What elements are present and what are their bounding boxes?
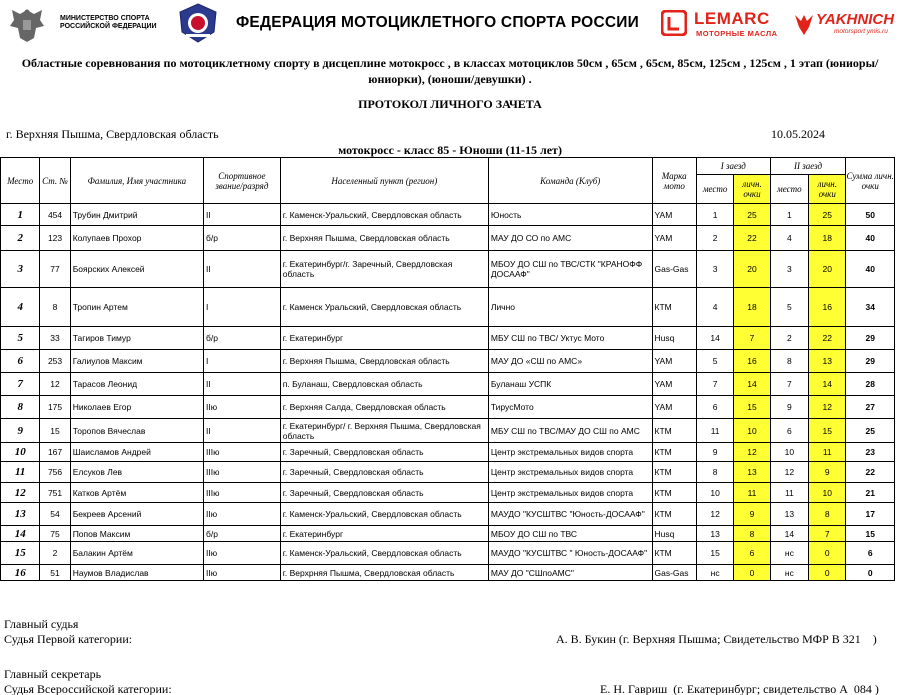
- class-title: мотокросс - класс 85 - Юноши (11-15 лет): [338, 143, 562, 157]
- cell-race1-points: 14: [734, 373, 770, 396]
- cell-race1-points: 10: [734, 419, 770, 443]
- cell-race2-position: 13: [770, 503, 808, 526]
- cell-race2-points: 0: [809, 565, 846, 581]
- cell-name: Боярских Алексей: [70, 251, 203, 288]
- cell-start-number: 454: [40, 204, 70, 226]
- cell-race1-position: 12: [696, 503, 733, 526]
- cell-race1-points: 25: [734, 204, 770, 226]
- cell-race1-position: 8: [696, 462, 733, 483]
- cell-start-number: 123: [40, 226, 70, 251]
- cell-bike: КТМ: [652, 288, 696, 327]
- cell-rank: II: [204, 419, 281, 443]
- cell-name: Бекреев Арсений: [70, 503, 203, 526]
- federation-title: ФЕДЕРАЦИЯ МОТОЦИКЛЕТНОГО СПОРТА РОССИИ: [236, 14, 639, 31]
- cell-race2-points: 13: [809, 350, 846, 373]
- cell-name: Наумов Владислав: [70, 565, 203, 581]
- cell-rank: б/р: [204, 226, 281, 251]
- table-row: [1, 443, 895, 462]
- cell-bike: КТМ: [652, 462, 696, 483]
- cell-place: 6: [1, 350, 40, 373]
- cell-locality: г. Екатеринбург: [280, 526, 488, 542]
- cell-total: 15: [846, 526, 895, 542]
- cell-name: Галиулов Максим: [70, 350, 203, 373]
- col-team-header: Команда (Клуб): [488, 158, 652, 204]
- cell-total: 17: [846, 503, 895, 526]
- cell-bike: YAM: [652, 396, 696, 419]
- cell-race1-position: 9: [696, 443, 733, 462]
- cell-team: Центр экстремальных видов спорта: [488, 443, 652, 462]
- cell-bike: КТМ: [652, 483, 696, 503]
- cell-race2-points: 14: [809, 373, 846, 396]
- cell-race2-points: 15: [809, 419, 846, 443]
- secretary-name: Е. Н. Гавриш (г. Екатеринбург; свидетельство А 084 ): [600, 682, 879, 695]
- cell-race2-position: 10: [770, 443, 808, 462]
- cell-place: 4: [1, 288, 40, 327]
- cell-team: МАУДО "КУСШТВС " Юность-ДОСААФ": [488, 542, 652, 565]
- cell-start-number: 75: [40, 526, 70, 542]
- cell-total: 27: [846, 396, 895, 419]
- cell-start-number: 33: [40, 327, 70, 350]
- cell-race2-position: 14: [770, 526, 808, 542]
- cell-place: 11: [1, 462, 40, 483]
- cell-name: Торопов Вячеслав: [70, 419, 203, 443]
- cell-race1-points: 9: [734, 503, 770, 526]
- yakhnich-logo-icon: [793, 11, 815, 37]
- cell-rank: IIю: [204, 542, 281, 565]
- cell-team: Центр экстремальных видов спорта: [488, 483, 652, 503]
- cell-locality: п. Буланаш, Свердловская область: [280, 373, 488, 396]
- cell-start-number: 77: [40, 251, 70, 288]
- race1-pos-header: место: [696, 175, 733, 204]
- table-row: [1, 503, 895, 526]
- cell-race2-position: 7: [770, 373, 808, 396]
- cell-rank: IIю: [204, 396, 281, 419]
- cell-race2-points: 0: [809, 542, 846, 565]
- cell-total: 28: [846, 373, 895, 396]
- cell-race2-points: 8: [809, 503, 846, 526]
- event-date: 10.05.2024: [771, 127, 825, 141]
- cell-rank: IIIю: [204, 443, 281, 462]
- cell-race1-position: 7: [696, 373, 733, 396]
- cell-name: Катков Артём: [70, 483, 203, 503]
- cell-race1-position: 10: [696, 483, 733, 503]
- cell-total: 25: [846, 419, 895, 443]
- cell-race1-position: 11: [696, 419, 733, 443]
- cell-locality: г. Верхняя Салда, Свердловская область: [280, 396, 488, 419]
- cell-team: МБОУ ДО СШ по ТВС/СТК "КРАНОФФ ДОСААФ": [488, 251, 652, 288]
- cell-race1-position: 4: [696, 288, 733, 327]
- lemarc-logo-icon: [661, 10, 687, 36]
- table-row: [1, 288, 895, 327]
- cell-start-number: 51: [40, 565, 70, 581]
- cell-name: Попов Максим: [70, 526, 203, 542]
- cell-team: МБУ СШ по ТВС/ Уктус Мото: [488, 327, 652, 350]
- cell-start-number: 756: [40, 462, 70, 483]
- cell-start-number: 751: [40, 483, 70, 503]
- cell-total: 29: [846, 327, 895, 350]
- cell-start-number: 8: [40, 288, 70, 327]
- cell-bike: YAM: [652, 226, 696, 251]
- cell-team: МБОУ ДО СШ по ТВС: [488, 526, 652, 542]
- yakhnich-tagline: motorsport ymis.ru: [834, 28, 888, 35]
- col-place-header: Место: [1, 158, 40, 204]
- cell-total: 40: [846, 226, 895, 251]
- cell-bike: КТМ: [652, 419, 696, 443]
- cell-race1-position: 6: [696, 396, 733, 419]
- venue-city: г. Верхняя Пышма, Свердловская область: [6, 127, 219, 141]
- table-row: [1, 373, 895, 396]
- cell-race1-position: 5: [696, 350, 733, 373]
- cell-rank: II: [204, 373, 281, 396]
- col-start-header: Ст. №: [40, 158, 70, 204]
- lemarc-brand: LEMARC: [694, 9, 770, 28]
- cell-race1-points: 18: [734, 288, 770, 327]
- cell-place: 2: [1, 226, 40, 251]
- cell-total: 22: [846, 462, 895, 483]
- cell-name: Тарасов Леонид: [70, 373, 203, 396]
- race1-pts-header: личн. очки: [734, 175, 770, 204]
- cell-race2-position: 12: [770, 462, 808, 483]
- cell-race1-position: 1: [696, 204, 733, 226]
- cell-race1-position: 15: [696, 542, 733, 565]
- table-row: [1, 462, 895, 483]
- lemarc-tagline: МОТОРНЫЕ МАСЛА: [696, 29, 778, 38]
- table-row: [1, 542, 895, 565]
- cell-rank: IIIю: [204, 462, 281, 483]
- cell-race1-points: 13: [734, 462, 770, 483]
- cell-race2-position: нс: [770, 565, 808, 581]
- cell-place: 13: [1, 503, 40, 526]
- cell-bike: Gas-Gas: [652, 251, 696, 288]
- col-total-header: Сумма личн. очки: [846, 158, 895, 204]
- cell-locality: г. Верхняя Пышма, Свердловская область: [280, 226, 488, 251]
- cell-race2-points: 16: [809, 288, 846, 327]
- cell-locality: г. Заречный, Свердловская область: [280, 462, 488, 483]
- cell-name: Шаисламов Андрей: [70, 443, 203, 462]
- cell-race2-position: 9: [770, 396, 808, 419]
- cell-start-number: 15: [40, 419, 70, 443]
- cell-team: МАУДО "КУСШТВС "Юность-ДОСААФ": [488, 503, 652, 526]
- cell-rank: I: [204, 288, 281, 327]
- cell-locality: г. Каменск Уральский, Свердловская область: [280, 288, 488, 327]
- race1-header: I заезд: [696, 158, 770, 175]
- cell-place: 12: [1, 483, 40, 503]
- cell-race2-position: 2: [770, 327, 808, 350]
- cell-total: 6: [846, 542, 895, 565]
- cell-bike: Husq: [652, 327, 696, 350]
- cell-start-number: 167: [40, 443, 70, 462]
- cell-race2-points: 12: [809, 396, 846, 419]
- cell-place: 8: [1, 396, 40, 419]
- cell-race1-position: 14: [696, 327, 733, 350]
- cell-race1-points: 0: [734, 565, 770, 581]
- cell-race1-points: 7: [734, 327, 770, 350]
- table-row: [1, 483, 895, 503]
- chief-judge-category: Судья Первой категории:: [4, 632, 133, 646]
- cell-place: 10: [1, 443, 40, 462]
- col-name-header: Фамилия, Имя участника: [70, 158, 203, 204]
- cell-team: МАУ ДО "СШпоАМС": [488, 565, 652, 581]
- cell-race2-points: 20: [809, 251, 846, 288]
- cell-locality: г. Верхняя Пышма, Свердловская область: [280, 350, 488, 373]
- cell-team: Лично: [488, 288, 652, 327]
- cell-race1-points: 22: [734, 226, 770, 251]
- col-bike-header: Марка мото: [652, 158, 696, 204]
- cell-total: 29: [846, 350, 895, 373]
- col-locality-header: Населенный пункт (регион): [280, 158, 488, 204]
- cell-total: 0: [846, 565, 895, 581]
- cell-team: МАУ ДО «СШ по АМС»: [488, 350, 652, 373]
- cell-total: 50: [846, 204, 895, 226]
- federation-logo-icon: [176, 2, 220, 44]
- cell-race1-points: 12: [734, 443, 770, 462]
- cell-rank: б/р: [204, 526, 281, 542]
- page-header: [0, 0, 900, 46]
- ministry-label: МИНИСТЕРСТВО СПОРТА РОССИЙСКОЙ ФЕДЕРАЦИИ: [60, 15, 157, 30]
- yakhnich-brand: YAKHNICH: [816, 11, 895, 28]
- coat-of-arms-icon: [6, 6, 48, 44]
- cell-team: Буланаш УСПК: [488, 373, 652, 396]
- cell-bike: КТМ: [652, 443, 696, 462]
- cell-name: Николаев Егор: [70, 396, 203, 419]
- table-row: [1, 565, 895, 581]
- cell-name: Колупаев Прохор: [70, 226, 203, 251]
- cell-place: 15: [1, 542, 40, 565]
- cell-race2-position: 8: [770, 350, 808, 373]
- cell-race2-points: 18: [809, 226, 846, 251]
- cell-total: 34: [846, 288, 895, 327]
- cell-team: Центр экстремальных видов спорта: [488, 462, 652, 483]
- cell-name: Балакин Артём: [70, 542, 203, 565]
- cell-place: 5: [1, 327, 40, 350]
- cell-start-number: 253: [40, 350, 70, 373]
- cell-race1-points: 15: [734, 396, 770, 419]
- cell-race2-position: нс: [770, 542, 808, 565]
- cell-race2-position: 1: [770, 204, 808, 226]
- cell-team: МБУ СШ по ТВС/МАУ ДО СШ по АМС: [488, 419, 652, 443]
- cell-race1-position: нс: [696, 565, 733, 581]
- cell-team: Юность: [488, 204, 652, 226]
- cell-name: Тропин Артем: [70, 288, 203, 327]
- cell-total: 23: [846, 443, 895, 462]
- cell-locality: г. Каменск-Уральский, Свердловская область: [280, 204, 488, 226]
- competition-title: Областные соревнования по мотоциклетному спорту в дисцеплине мотокросс , в классах мотоциклов 50см , 65см , 65см, 85см, 125см , 125см , 1 этап (юниоры/юниорки), (юноши/девушки) .: [21, 56, 879, 86]
- table-row: [1, 526, 895, 542]
- table-row: [1, 396, 895, 419]
- race2-header: II заезд: [770, 158, 846, 175]
- cell-start-number: 54: [40, 503, 70, 526]
- cell-race1-points: 11: [734, 483, 770, 503]
- cell-race1-points: 20: [734, 251, 770, 288]
- cell-rank: II: [204, 204, 281, 226]
- cell-rank: б/р: [204, 327, 281, 350]
- cell-rank: IIю: [204, 565, 281, 581]
- cell-bike: Husq: [652, 526, 696, 542]
- cell-race2-points: 25: [809, 204, 846, 226]
- cell-rank: IIIю: [204, 483, 281, 503]
- chief-judge-name: А. В. Букин (г. Верхняя Пышма; Свидетельство МФР В 321 ): [556, 632, 877, 646]
- cell-race1-points: 6: [734, 542, 770, 565]
- race2-pos-header: место: [770, 175, 808, 204]
- cell-locality: г. Екатеринбург/г. Заречный, Свердловская область: [280, 251, 488, 288]
- cell-bike: Gas-Gas: [652, 565, 696, 581]
- race2-pts-header: личн. очки: [809, 175, 846, 204]
- cell-race1-points: 8: [734, 526, 770, 542]
- cell-locality: г. Екатеринбург: [280, 327, 488, 350]
- cell-race2-points: 22: [809, 327, 846, 350]
- cell-name: Трубин Дмитрий: [70, 204, 203, 226]
- cell-place: 7: [1, 373, 40, 396]
- table-row: [1, 251, 895, 288]
- cell-race1-position: 3: [696, 251, 733, 288]
- cell-race2-position: 4: [770, 226, 808, 251]
- cell-race2-position: 5: [770, 288, 808, 327]
- cell-start-number: 12: [40, 373, 70, 396]
- cell-locality: г. Екатеринбург/ г. Верхняя Пышма, Свердловская область: [280, 419, 488, 443]
- cell-race2-points: 9: [809, 462, 846, 483]
- cell-bike: YAM: [652, 204, 696, 226]
- table-row: [1, 350, 895, 373]
- results-table: [0, 157, 895, 581]
- cell-race1-points: 16: [734, 350, 770, 373]
- table-row: [1, 226, 895, 251]
- cell-name: Тагиров Тимур: [70, 327, 203, 350]
- secretary-label: Главный секретарь: [4, 667, 102, 681]
- cell-bike: YAM: [652, 373, 696, 396]
- cell-race2-points: 7: [809, 526, 846, 542]
- cell-bike: КТМ: [652, 542, 696, 565]
- cell-race2-position: 6: [770, 419, 808, 443]
- cell-place: 1: [1, 204, 40, 226]
- cell-bike: КТМ: [652, 503, 696, 526]
- cell-start-number: 2: [40, 542, 70, 565]
- chief-judge-label: Главный судья: [4, 617, 79, 631]
- cell-locality: г. Каменск-Уральский, Свердловская область: [280, 503, 488, 526]
- cell-team: ТирусМото: [488, 396, 652, 419]
- cell-place: 9: [1, 419, 40, 443]
- cell-rank: I: [204, 350, 281, 373]
- protocol-title: ПРОТОКОЛ ЛИЧНОГО ЗАЧЕТА: [358, 97, 542, 111]
- cell-locality: г. Заречный, Свердловская область: [280, 483, 488, 503]
- table-row: [1, 204, 895, 226]
- cell-race2-points: 11: [809, 443, 846, 462]
- table-row: [1, 327, 895, 350]
- cell-race2-position: 11: [770, 483, 808, 503]
- cell-race1-position: 13: [696, 526, 733, 542]
- cell-rank: IIю: [204, 503, 281, 526]
- cell-team: МАУ ДО СО по АМС: [488, 226, 652, 251]
- cell-total: 40: [846, 251, 895, 288]
- cell-start-number: 175: [40, 396, 70, 419]
- cell-place: 14: [1, 526, 40, 542]
- cell-rank: II: [204, 251, 281, 288]
- table-row: [1, 419, 895, 443]
- cell-place: 3: [1, 251, 40, 288]
- cell-locality: г. Каменск-Уральский, Свердловская область: [280, 542, 488, 565]
- cell-race2-points: 10: [809, 483, 846, 503]
- cell-bike: YAM: [652, 350, 696, 373]
- cell-race1-position: 2: [696, 226, 733, 251]
- cell-locality: г. Верхрняя Пышма, Свердловская область: [280, 565, 488, 581]
- secretary-category: Судья Всероссийской категории:: [4, 682, 172, 695]
- col-rank-header: Спортивное звание/разряд: [204, 158, 281, 204]
- cell-locality: г. Заречный, Свердловская область: [280, 443, 488, 462]
- cell-race2-position: 3: [770, 251, 808, 288]
- cell-total: 21: [846, 483, 895, 503]
- cell-name: Елсуков Лев: [70, 462, 203, 483]
- cell-place: 16: [1, 565, 40, 581]
